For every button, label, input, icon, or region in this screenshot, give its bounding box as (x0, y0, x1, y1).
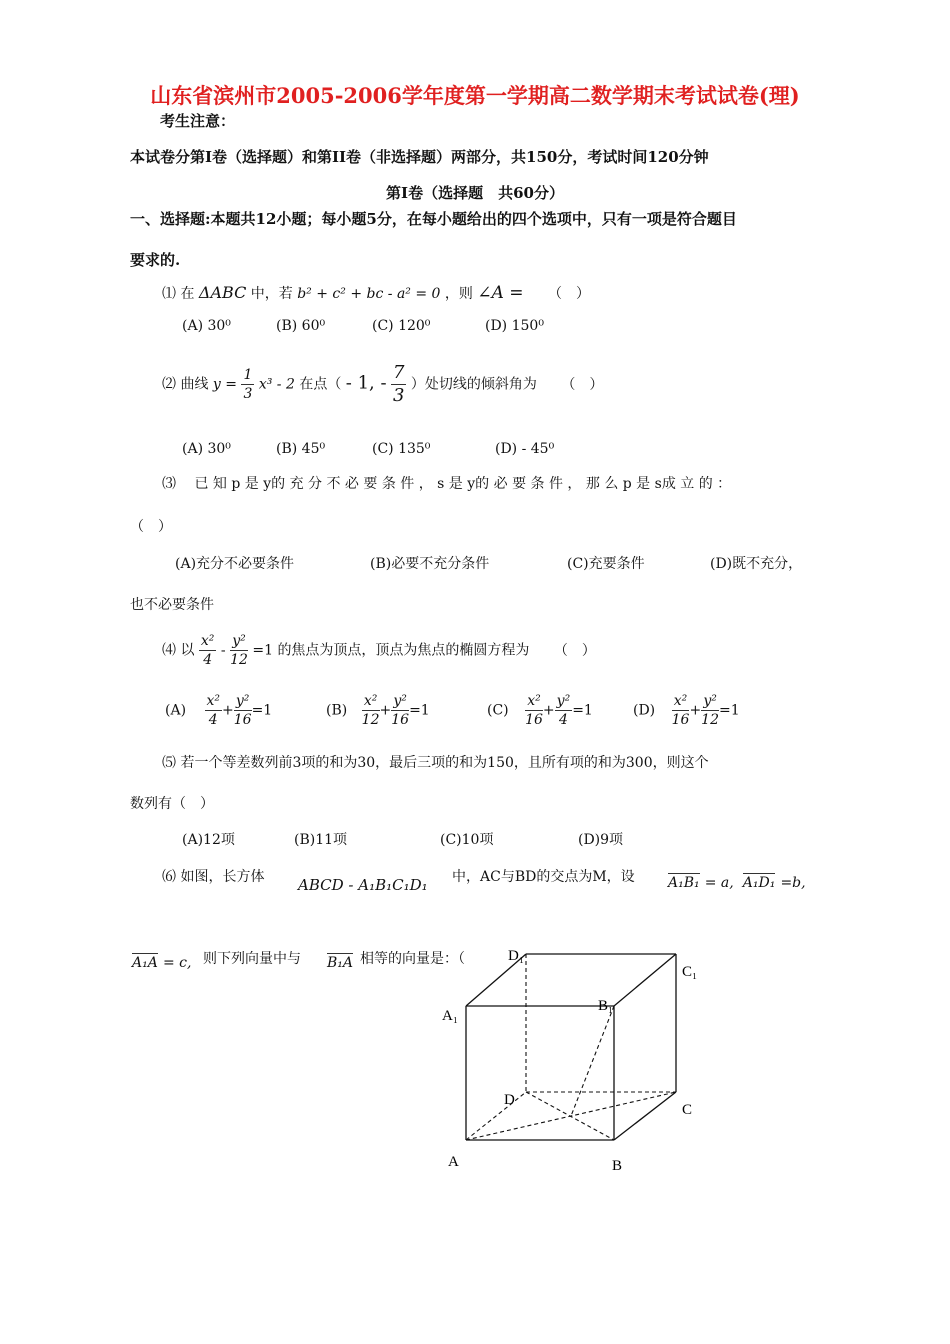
label-b1: B₁ (598, 998, 614, 1014)
section1-line1: 一、选择题:本题共12小题；每小题5分，在每小题给出的四个选项中，只有一项是符合题目 (130, 210, 737, 228)
label-c: C (682, 1102, 693, 1118)
question-2 (162, 362, 603, 407)
q1-option-a: (A) 30⁰ (182, 318, 231, 334)
q2-option-a: (A) 30⁰ (182, 441, 231, 457)
q3-line2: （ ） (130, 519, 172, 535)
q4-num: ⑷ (162, 642, 176, 659)
q4-given-y: $\frac{\text{y²}}{12}$ (230, 633, 248, 668)
q4-option-b: (B) $\frac{\text{x²}}{12}$ + $\frac{\text{y²}}{16}$ =1 (326, 693, 430, 728)
q3-option-a: (A)充分不必要条件 (175, 556, 295, 572)
q6-text-d: 相等的向量是：（ (360, 951, 465, 967)
label-a1: A₁ (442, 1008, 459, 1024)
q2-rest: x³ - 2 (258, 376, 295, 393)
q5-line1: ⑸ 若一个等差数列前3项的和为30，最后三项的和为150，且所有项的和为300，则这个 (162, 755, 709, 771)
q3-option-c: (C)充要条件 (567, 556, 645, 572)
page-title: 山东省滨州市2005-2006学年度第一学期高二数学期末考试试卷(理) (150, 83, 800, 108)
q2-text-b: 在点（ (299, 376, 342, 393)
q3-line1: ⑶ 已 知 p 是 y的 充 分 不 必 要 条 件 ， s 是 y的 必 要 条 件 ， 那 么 p 是 s成 立 的 ： (162, 476, 732, 492)
q6-vector-a1b1: A₁B₁ = a, A₁D₁ =b, (668, 875, 806, 891)
q5-line2: 数列有（ ） (130, 796, 214, 812)
q1-num: ⑴ (162, 286, 176, 302)
q2-y: y = (212, 376, 237, 393)
label-b: B (612, 1158, 623, 1174)
q4-given-x: $\frac{\text{x²}}{4}$ (200, 633, 215, 668)
notice-heading: 考生注意： (160, 112, 236, 130)
question-4 (162, 632, 596, 669)
q2-num: ⑵ (162, 376, 176, 393)
q1-equation: b² + c² + bc - a² = 0 (297, 286, 441, 302)
question-1 (162, 283, 590, 303)
q2-text-c: ）处切线的倾斜角为 (410, 376, 537, 393)
q6-box-name: ABCD - A₁B₁C₁D₁ (298, 876, 428, 894)
q4-minus: - (220, 642, 226, 659)
q2-paren: （ ） (561, 376, 604, 393)
q3-line3: 也不必要条件 (130, 597, 214, 613)
q3-option-d: (D)既不充分， (710, 556, 803, 572)
q6-line1 (162, 866, 264, 886)
label-d1: D₁ (508, 948, 525, 964)
q1-text-a: 在 (180, 286, 195, 302)
part1-heading: 第I卷（选择题 共60分） (386, 184, 564, 202)
q6-text-c: 则下列向量中与 (203, 951, 301, 967)
q2-option-c: (C) 135⁰ (372, 441, 431, 457)
q4-text-a: 以 (180, 642, 195, 659)
q1-option-b: (B) 60⁰ (276, 318, 326, 334)
q4-text-b: 的焦点为顶点，顶点为焦点的椭圆方程为 (277, 642, 530, 659)
q2-option-d: (D) - 45⁰ (495, 441, 555, 457)
q2-text-a: 曲线 (180, 376, 209, 393)
q4-eq: =1 (252, 642, 273, 659)
diagonal-bd (526, 1092, 614, 1140)
q4-option-c: (C) $\frac{\text{x²}}{16}$ + $\frac{\text{y²}}{4}$ =1 (487, 693, 593, 728)
q4-option-d: (D) $\frac{\text{x²}}{16}$ + $\frac{\text{y²}}{12}$ =1 (633, 693, 740, 728)
q4-option-a: (A) $\frac{\text{x²}}{4}$ + $\frac{\text{y²}}{16}$ =1 (165, 693, 273, 728)
label-a: A (448, 1154, 459, 1170)
label-d: D (504, 1092, 515, 1108)
q5-option-d: (D)9项 (578, 832, 624, 848)
q2-option-b: (B) 45⁰ (276, 441, 326, 457)
notice-body: 本试卷分第I卷（选择题）和第II卷（非选择题）两部分，共150分，考试时间120分钟 (130, 148, 709, 166)
q5-option-b: (B)11项 (294, 832, 348, 848)
q3-option-b: (B)必要不充分条件 (370, 556, 490, 572)
q5-option-a: (A)12项 (182, 832, 235, 848)
cuboid-figure (430, 940, 730, 1180)
q4-paren: （ ） (553, 642, 596, 659)
q6-text-a: 如图，长方体 (180, 869, 265, 885)
q2-point-fraction: $\frac{7}{3}$ (393, 362, 405, 406)
q1-option-c: (C) 120⁰ (372, 318, 431, 334)
q1-text-c: ，则 (444, 286, 473, 302)
edge-b1c1 (614, 954, 676, 1006)
q1-triangle: ΔABC (198, 283, 247, 302)
q1-ask: ∠A = (477, 283, 524, 303)
label-c1: C₁ (682, 964, 698, 980)
q1-option-d: (D) 150⁰ (485, 318, 544, 334)
q1-paren: （ ） (547, 286, 590, 302)
q1-text-b: 中，若 (250, 286, 293, 302)
q2-fraction: $\frac{1}{3}$ (243, 367, 253, 402)
q6-text-b: 中，AC与BD的交点为M，设 (452, 869, 635, 885)
q6-vector-a1a: A₁A = c, (132, 955, 192, 971)
segment-b1m (571, 1006, 614, 1116)
q2-point: - 1, - (345, 372, 387, 394)
section1-line2: 要求的. (130, 251, 181, 269)
q5-option-c: (C)10项 (440, 832, 494, 848)
q6-num: ⑹ (162, 869, 176, 885)
q6-vector-b1a: B₁A (327, 955, 354, 971)
